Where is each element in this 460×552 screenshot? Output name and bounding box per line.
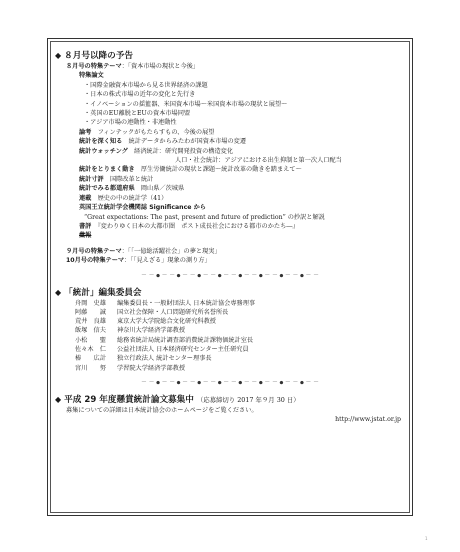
member-row: 阿藤 誠 国立社会保障・人口問題研究所名誉所長	[75, 308, 229, 316]
tokushu-label: 特集論文	[79, 72, 104, 80]
article-item: “Great expectations: The past, present and future of prediction” の抄訳と解説	[84, 213, 325, 221]
page-number: 1	[425, 536, 428, 541]
award-body: 募集についての詳細は日本統計協会のホームページをご覧ください。	[66, 406, 258, 414]
article-item: 連載 歴史の中の統計学（41）	[79, 194, 168, 202]
paper-item: ・イノベーションの揺籃器、米国資本市場～米国資本市場の現状と展望～	[84, 100, 288, 108]
article-item: 統計を深く知る 統計データからみたわが国資本市場の変遷	[79, 138, 247, 146]
oct-theme: 10月号の特集テーマ：「「見えざる」現象の測り方」	[66, 257, 211, 265]
article-item: 英国王立統計学会機関誌 Significance から	[79, 204, 206, 212]
page-content	[55, 50, 407, 425]
section-divider: －－●－－●－－●－－●－－●－－●－－●－－●－－	[141, 272, 321, 279]
diamond-icon: ◆	[55, 51, 62, 60]
aug-theme: ８月号の特集テーマ：「資本市場の現状と今後」	[66, 63, 200, 70]
article-item: 彙報	[79, 232, 92, 240]
member-row: 飯塚 信夫 神奈川大学経済学部教授	[75, 327, 186, 335]
sep-theme: ９月号の特集テーマ：「「一億総活躍社会」の夢と現実」	[66, 247, 221, 255]
paper-item: ・英国のEU離脱とEUの資本市場同盟	[84, 110, 191, 118]
member-row: 椿 広計 独立行政法人 統計センター理事長	[75, 355, 212, 363]
article-item: 統計寸評 国際改革と統計	[79, 175, 154, 183]
member-row: 舟岡 史雄 編集委員長・一般財団法人 日本統計協会専務理事	[75, 299, 256, 307]
award-section-title: ◆ 平成 29 年度懸賞統計論文募集中 （応募締切り 2017 年９月 30 日）	[55, 394, 300, 405]
committee-section-title: ◆ 「統計」編集委員会	[55, 287, 142, 298]
section-divider: －－●－－●－－●－－●－－●－－●－－●－－●－－	[141, 379, 321, 386]
article-item: 人口・社会統計：アジアにおける出生抑制と第一次人口配当	[175, 157, 342, 165]
diamond-icon: ◆	[55, 287, 62, 297]
member-row: 宮川 努 学習院大学経済学部教授	[75, 364, 186, 372]
member-row: 小松 聖 総務省統計局統計調査部消費統計課物価統計室長	[75, 336, 254, 344]
preview-section-title: ◆ ８月号以降の予告	[55, 51, 133, 61]
article-item: 論考 フィンテックがもたらすもの、今後の展望	[79, 128, 215, 136]
award-deadline: （応募締切り 2017 年９月 30 日）	[196, 395, 300, 404]
paper-item: ・アジア市場の連動性・非連動性	[84, 119, 177, 127]
article-item: 統計ウォッチング 経済統計：研究開発投資の構造変化	[79, 147, 234, 155]
paper-item: ・国際金融資本市場から見る世界経済の課題	[84, 81, 208, 89]
jstat-url[interactable]: http://www.jstat.or.jp	[335, 416, 401, 424]
article-item: 統計でみる都道府県 岡山県／茨城県	[79, 185, 185, 193]
member-row: 荒井 良雄 東京大学大学院総合文化研究科教授	[75, 318, 216, 326]
article-item: 統計をとりまく動き 厚生労働統計の現状と課題～統計改革の動きを踏まえて～	[79, 166, 302, 174]
member-row: 佐々木 仁 公益社団法人 日本経済研究センター主任研究員	[75, 346, 249, 354]
diamond-icon: ◆	[55, 394, 62, 404]
paper-item: ・日本の株式市場の近年の変化と先行き	[84, 91, 196, 99]
article-item: 書評 『変わりゆく日本の大都市圏 ポスト成長社会における都市のかたち―』	[79, 222, 299, 230]
